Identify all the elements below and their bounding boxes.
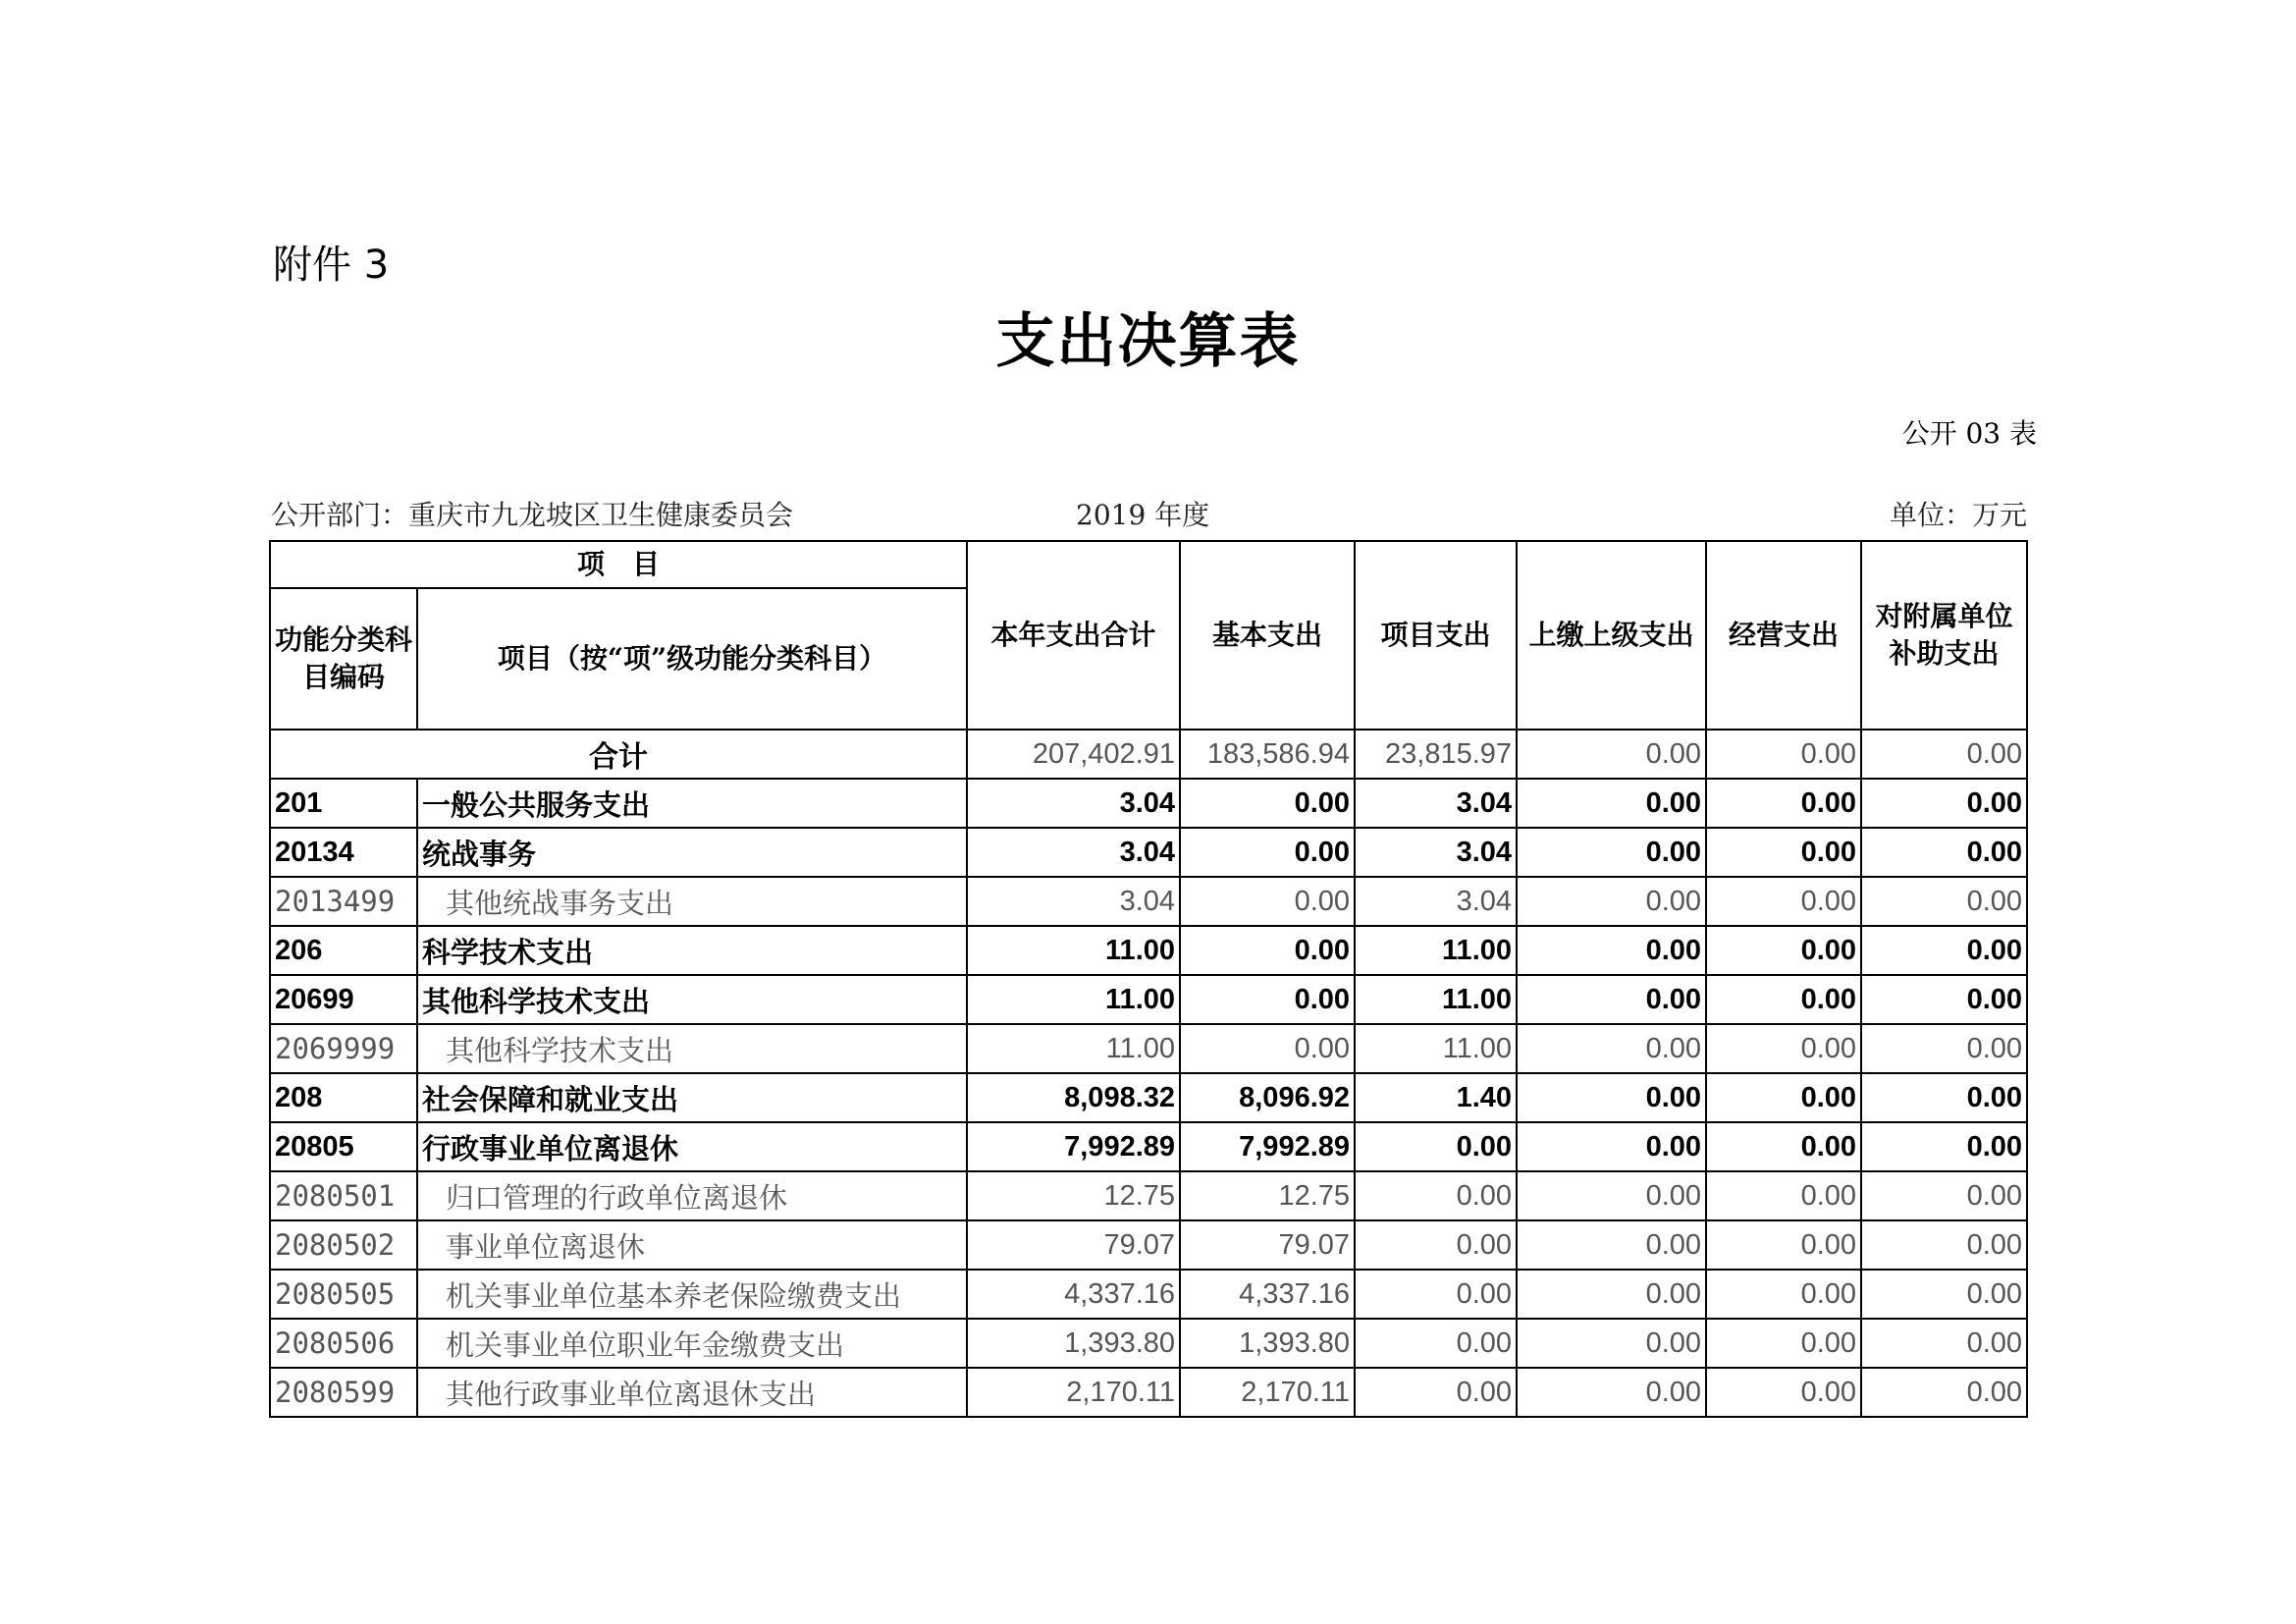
cell-upper: 0.00 [1517,1270,1706,1319]
table-row [270,828,2027,877]
cell-total: 3.04 [967,779,1180,828]
total-row [270,730,2027,779]
cell-basic: 4,337.16 [1180,1270,1355,1319]
cell-upper: 0.00 [1517,1073,1706,1122]
cell-subsidy: 0.00 [1861,779,2027,828]
cell-upper: 0.00 [1517,1171,1706,1220]
cell-basic: 2,170.11 [1180,1368,1355,1417]
header-upper-level-expenditure: 上缴上级支出 [1517,541,1706,730]
cell-code: 201 [270,779,417,828]
cell-business: 0.00 [1706,1171,1861,1220]
cell-code: 2080501 [270,1171,417,1220]
cell-business: 0.00 [1706,926,1861,975]
year-label: 2019 年度 [1076,499,1210,531]
header-subsidy-expenditure: 对附属单位补助支出 [1861,541,2027,730]
cell-code: 208 [270,1073,417,1122]
table-row [270,877,2027,926]
cell-subsidy: 0.00 [1861,1024,2027,1073]
cell-upper: 0.00 [1517,1368,1706,1417]
cell-total: 2,170.11 [967,1368,1180,1417]
cell-business: 0.00 [1706,730,1861,779]
cell-code: 206 [270,926,417,975]
cell-total: 7,992.89 [967,1122,1180,1171]
cell-basic: 0.00 [1180,1024,1355,1073]
cell-subsidy: 0.00 [1861,975,2027,1024]
cell-project: 11.00 [1355,1024,1517,1073]
cell-basic: 8,096.92 [1180,1073,1355,1122]
cell-business: 0.00 [1706,1073,1861,1122]
expenditure-table [269,540,2028,1418]
cell-name: 一般公共服务支出 [417,779,967,828]
cell-subsidy: 0.00 [1861,1073,2027,1122]
cell-upper: 0.00 [1517,1122,1706,1171]
table-row [270,975,2027,1024]
cell-total: 79.07 [967,1220,1180,1270]
cell-code: 20805 [270,1122,417,1171]
cell-code: 2080506 [270,1319,417,1368]
table-row [270,926,2027,975]
cell-basic: 0.00 [1180,779,1355,828]
cell-name: 行政事业单位离退休 [417,1122,967,1171]
cell-subsidy: 0.00 [1861,1122,2027,1171]
cell-name: 机关事业单位基本养老保险缴费支出 [417,1270,967,1319]
cell-subsidy: 0.00 [1861,1270,2027,1319]
cell-project: 3.04 [1355,779,1517,828]
cell-business: 0.00 [1706,877,1861,926]
cell-project: 0.00 [1355,1171,1517,1220]
cell-total: 1,393.80 [967,1319,1180,1368]
cell-code: 2080505 [270,1270,417,1319]
table-row [270,1220,2027,1270]
department-label: 公开部门：重庆市九龙坡区卫生健康委员会 [271,499,794,531]
cell-subsidy: 0.00 [1861,828,2027,877]
cell-code: 2013499 [270,877,417,926]
header-project-expenditure: 项目支出 [1355,541,1517,730]
cell-upper: 0.00 [1517,926,1706,975]
cell-basic: 0.00 [1180,975,1355,1024]
table-row [270,1368,2027,1417]
cell-total: 12.75 [967,1171,1180,1220]
cell-total: 11.00 [967,926,1180,975]
header-function-code: 功能分类科目编码 [270,588,417,730]
header-basic-expenditure: 基本支出 [1180,541,1355,730]
cell-upper: 0.00 [1517,1024,1706,1073]
cell-business: 0.00 [1706,1024,1861,1073]
cell-code: 20134 [270,828,417,877]
table-row [270,1122,2027,1171]
cell-upper: 0.00 [1517,779,1706,828]
cell-project: 0.00 [1355,1220,1517,1270]
cell-business: 0.00 [1706,1270,1861,1319]
unit-label: 单位：万元 [1889,499,2027,531]
cell-code: 2069999 [270,1024,417,1073]
cell-subsidy: 0.00 [1861,1319,2027,1368]
cell-business: 0.00 [1706,1220,1861,1270]
cell-name: 其他统战事务支出 [417,877,967,926]
cell-project: 11.00 [1355,926,1517,975]
cell-basic: 183,586.94 [1180,730,1355,779]
cell-name: 机关事业单位职业年金缴费支出 [417,1319,967,1368]
cell-subsidy: 0.00 [1861,1368,2027,1417]
table-row [270,779,2027,828]
cell-project: 1.40 [1355,1073,1517,1122]
table-row [270,1073,2027,1122]
cell-project: 0.00 [1355,1270,1517,1319]
cell-code: 2080599 [270,1368,417,1417]
cell-basic: 1,393.80 [1180,1319,1355,1368]
header-total-expenditure: 本年支出合计 [967,541,1180,730]
cell-total: 3.04 [967,877,1180,926]
cell-basic: 0.00 [1180,926,1355,975]
page-title: 支出决算表 [995,307,1301,376]
header-item-group: 项 目 [270,541,967,588]
cell-project: 3.04 [1355,877,1517,926]
cell-upper: 0.00 [1517,1220,1706,1270]
cell-upper: 0.00 [1517,828,1706,877]
table-row [270,1319,2027,1368]
cell-project: 0.00 [1355,1368,1517,1417]
total-label: 合计 [270,730,967,779]
cell-name: 统战事务 [417,828,967,877]
cell-subsidy: 0.00 [1861,926,2027,975]
cell-upper: 0.00 [1517,975,1706,1024]
cell-business: 0.00 [1706,828,1861,877]
cell-project: 11.00 [1355,975,1517,1024]
cell-project: 0.00 [1355,1122,1517,1171]
form-number: 公开 03 表 [1901,417,2037,450]
cell-project: 23,815.97 [1355,730,1517,779]
table-row [270,1024,2027,1073]
cell-business: 0.00 [1706,1122,1861,1171]
table-row [270,1270,2027,1319]
cell-total: 8,098.32 [967,1073,1180,1122]
cell-name: 社会保障和就业支出 [417,1073,967,1122]
cell-upper: 0.00 [1517,1319,1706,1368]
cell-upper: 0.00 [1517,730,1706,779]
cell-basic: 0.00 [1180,828,1355,877]
cell-basic: 12.75 [1180,1171,1355,1220]
cell-business: 0.00 [1706,779,1861,828]
cell-subsidy: 0.00 [1861,730,2027,779]
cell-basic: 7,992.89 [1180,1122,1355,1171]
cell-subsidy: 0.00 [1861,877,2027,926]
cell-subsidy: 0.00 [1861,1171,2027,1220]
cell-name: 科学技术支出 [417,926,967,975]
cell-total: 11.00 [967,1024,1180,1073]
table-row [270,1171,2027,1220]
header-item-name: 项目（按“项”级功能分类科目） [417,588,967,730]
cell-subsidy: 0.00 [1861,1220,2027,1270]
cell-project: 3.04 [1355,828,1517,877]
header-business-expenditure: 经营支出 [1706,541,1861,730]
cell-code: 2080502 [270,1220,417,1270]
cell-total: 3.04 [967,828,1180,877]
cell-business: 0.00 [1706,1319,1861,1368]
cell-name: 其他科学技术支出 [417,1024,967,1073]
cell-basic: 0.00 [1180,877,1355,926]
cell-project: 0.00 [1355,1319,1517,1368]
cell-code: 20699 [270,975,417,1024]
cell-business: 0.00 [1706,1368,1861,1417]
cell-name: 其他科学技术支出 [417,975,967,1024]
cell-basic: 79.07 [1180,1220,1355,1270]
cell-business: 0.00 [1706,975,1861,1024]
cell-name: 事业单位离退休 [417,1220,967,1270]
attachment-label: 附件 3 [273,243,390,288]
cell-name: 归口管理的行政单位离退休 [417,1171,967,1220]
cell-total: 4,337.16 [967,1270,1180,1319]
cell-name: 其他行政事业单位离退休支出 [417,1368,967,1417]
cell-total: 207,402.91 [967,730,1180,779]
cell-total: 11.00 [967,975,1180,1024]
cell-upper: 0.00 [1517,877,1706,926]
